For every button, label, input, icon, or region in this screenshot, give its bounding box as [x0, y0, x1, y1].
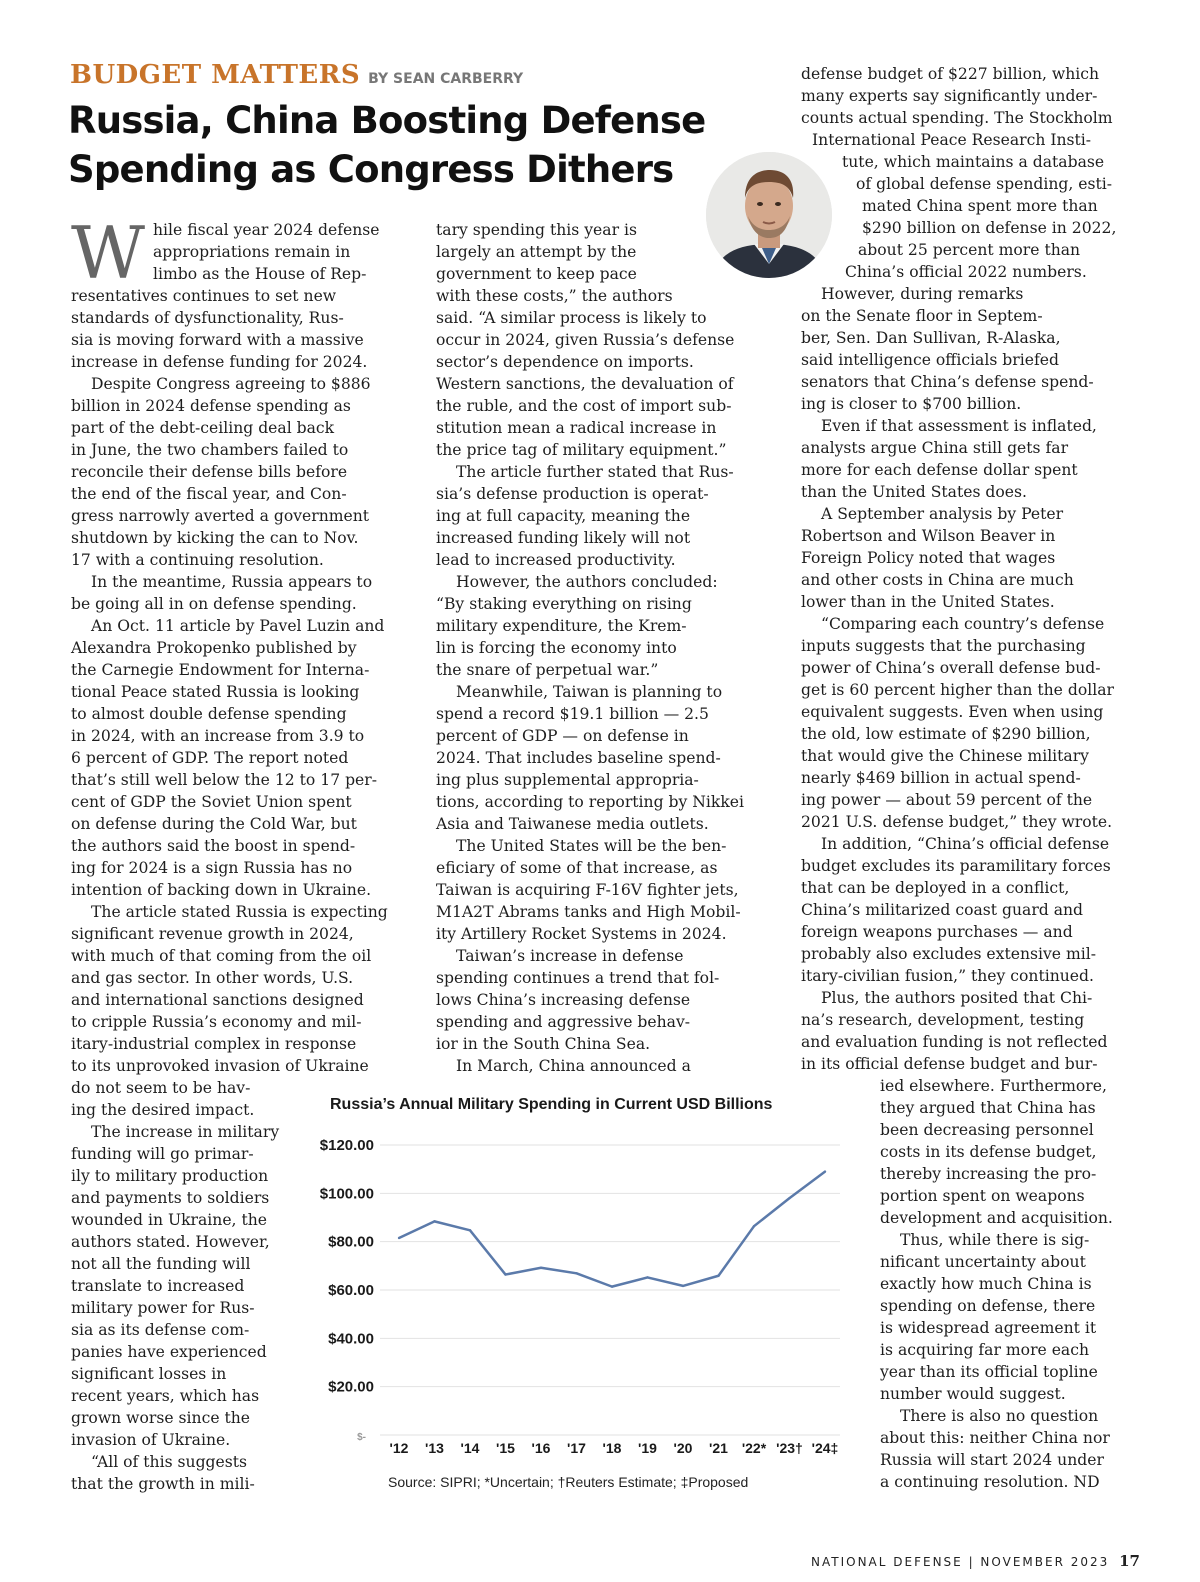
- article-line: itary-civilian fusion,” they continued.: [801, 967, 1094, 985]
- article-line: not all the funding will: [71, 1255, 251, 1273]
- article-line: significant revenue growth in 2024,: [71, 925, 354, 943]
- x-tick-label: '16: [531, 1440, 551, 1456]
- article-line: lower than in the United States.: [801, 593, 1055, 611]
- article-line: billion in 2024 defense spending as: [71, 397, 351, 415]
- article-line: resentatives continues to set new: [71, 287, 337, 305]
- article-line: stitution mean a radical increase in: [436, 419, 717, 437]
- article-line: the ruble, and the cost of import sub-: [436, 397, 732, 415]
- article-line: power of China’s overall defense bud-: [801, 659, 1101, 677]
- article-line: a continuing resolution. ND: [880, 1473, 1100, 1491]
- article-line: China’s militarized coast guard and: [801, 901, 1084, 919]
- x-tick-label: '13: [425, 1440, 444, 1456]
- article-line: number would suggest.: [880, 1385, 1066, 1403]
- article-line: In March, China announced a: [456, 1057, 691, 1075]
- article-line: wounded in Ukraine, the: [71, 1211, 268, 1229]
- article-line: defense budget of $227 billion, which: [801, 65, 1100, 83]
- article-line: The increase in military: [91, 1123, 280, 1141]
- article-line: and payments to soldiers: [71, 1189, 270, 1207]
- article-line: ber, Sen. Dan Sullivan, R-Alaska,: [801, 329, 1061, 347]
- article-line: in June, the two chambers failed to: [71, 441, 349, 459]
- article-line: do not seem to be hav-: [71, 1079, 251, 1097]
- article-line: with much of that coming from the oil: [71, 947, 372, 965]
- article-line: increase in defense funding for 2024.: [71, 353, 368, 371]
- article-line: Taiwan is acquiring F-16V fighter jets,: [436, 881, 739, 899]
- article-line: ior in the South China Sea.: [436, 1035, 651, 1053]
- article-line: mated China spent more than: [862, 197, 1098, 215]
- article-line: more for each defense dollar spent: [801, 461, 1078, 479]
- article-line: counts actual spending. The Stockholm: [801, 109, 1113, 127]
- article-line: Even if that assessment is inflated,: [821, 417, 1097, 435]
- article-line: Asia and Taiwanese media outlets.: [436, 815, 709, 833]
- article-line: na’s research, development, testing: [801, 1011, 1085, 1029]
- article-line: The article further stated that Rus-: [456, 463, 734, 481]
- article-line: ing is closer to $700 billion.: [801, 395, 1022, 413]
- article-line: reconcile their defense bills before: [71, 463, 348, 481]
- article-line: about this: neither China nor: [880, 1429, 1110, 1447]
- article-line: and gas sector. In other words, U.S.: [71, 969, 354, 987]
- article-line: military expenditure, the Krem-: [436, 617, 687, 635]
- article-line: is widespread agreement it: [880, 1319, 1097, 1337]
- series-line: [399, 1172, 825, 1287]
- article-line: Thus, while there is sig-: [900, 1231, 1090, 1249]
- article-line: funding will go primar-: [71, 1145, 254, 1163]
- data-point: [540, 1267, 542, 1269]
- article-line: Robertson and Wilson Beaver in: [801, 527, 1056, 545]
- x-tick-label: '17: [567, 1440, 586, 1456]
- article-line: of global defense spending, esti-: [856, 175, 1113, 193]
- russia-spending-chart: [300, 1090, 850, 1500]
- article-line: The United States will be the ben-: [456, 837, 727, 855]
- y-tick-label: $80.00: [328, 1233, 374, 1251]
- x-tick-label: '23†: [776, 1440, 803, 1456]
- y-tick-label: $120.00: [319, 1137, 374, 1154]
- article-line: itary-industrial complex in response: [71, 1035, 357, 1053]
- article-line: authors stated. However,: [71, 1233, 270, 1251]
- article-line: get is 60 percent higher than the dollar: [801, 681, 1114, 699]
- publication-info: NATIONAL DEFENSE | NOVEMBER 2023: [811, 1555, 1110, 1569]
- data-point: [504, 1273, 506, 1275]
- x-tick-label: '20: [673, 1440, 693, 1456]
- y-tick-label: $-: [357, 1432, 366, 1443]
- article-line: eficiary of some of that increase, as: [436, 859, 718, 877]
- article-line: than the United States does.: [801, 483, 1027, 501]
- article-line: tions, according to reporting by Nikkei: [436, 793, 745, 811]
- article-line: 2021 U.S. defense budget,” they wrote.: [801, 813, 1113, 831]
- article-line: costs in its defense budget,: [880, 1143, 1097, 1161]
- chart-source: Source: SIPRI; *Uncertain; †Reuters Estimate; ‡Proposed: [388, 1474, 749, 1490]
- page-number: 17: [1119, 1552, 1140, 1570]
- article-line: that would give the Chinese military: [801, 747, 1089, 765]
- article-line: the Carnegie Endowment for Interna-: [71, 661, 370, 679]
- article-line: on defense during the Cold War, but: [71, 815, 357, 833]
- article-line: and evaluation funding is not reflected: [801, 1033, 1108, 1051]
- article-line: equivalent suggests. Even when using: [801, 703, 1104, 721]
- article-line: sia is moving forward with a massive: [71, 331, 364, 349]
- article-line: and international sanctions designed: [71, 991, 364, 1009]
- article-line: spending and aggressive behav-: [436, 1013, 691, 1031]
- article-line: portion spent on weapons: [880, 1187, 1085, 1205]
- article-line: tute, which maintains a database: [842, 153, 1105, 171]
- article-line: Western sanctions, the devaluation of: [436, 375, 734, 393]
- article-line: occur in 2024, given Russia’s defense: [436, 331, 735, 349]
- article-line: tional Peace stated Russia is looking: [71, 683, 360, 701]
- data-point: [575, 1272, 577, 1274]
- data-point: [717, 1275, 719, 1277]
- article-line: to almost double defense spending: [71, 705, 347, 723]
- article-line: In the meantime, Russia appears to: [91, 573, 373, 591]
- article-line: about 25 percent more than: [858, 241, 1081, 259]
- article-line: lin is forcing the economy into: [436, 639, 677, 657]
- article-line: spending continues a trend that fol-: [436, 969, 720, 987]
- data-point: [788, 1197, 790, 1199]
- article-line: the price tag of military equipment.”: [436, 441, 727, 459]
- page-footer: [811, 1552, 1140, 1570]
- data-point: [433, 1220, 435, 1222]
- article-line: Taiwan’s increase in defense: [456, 947, 684, 965]
- article-line: sector’s dependence on imports.: [436, 353, 694, 371]
- byline: BY SEAN CARBERRY: [368, 71, 524, 87]
- article-line: part of the debt-ceiling deal back: [71, 419, 335, 437]
- article-line: to its unprovoked invasion of Ukraine: [71, 1057, 369, 1075]
- article-line: ing at full capacity, meaning the: [436, 507, 691, 525]
- article-line: ity Artillery Rocket Systems in 2024.: [436, 925, 727, 943]
- y-tick-label: $100.00: [319, 1185, 374, 1203]
- article-line: The article stated Russia is expecting: [91, 903, 388, 921]
- article-line: that can be deployed in a conflict,: [801, 879, 1070, 897]
- article-line: said intelligence officials briefed: [801, 351, 1059, 369]
- article-line: China’s official 2022 numbers.: [845, 263, 1087, 281]
- article-line: lead to increased productivity.: [436, 551, 676, 569]
- article-line: ied elsewhere. Furthermore,: [880, 1077, 1107, 1095]
- data-point: [824, 1170, 826, 1172]
- article-line: Despite Congress agreeing to $886: [91, 375, 371, 393]
- article-line: Russia will start 2024 under: [880, 1451, 1104, 1469]
- article-line: sia’s defense production is operat-: [436, 485, 709, 503]
- data-point: [611, 1285, 613, 1287]
- article-line: the old, low estimate of $290 billion,: [801, 725, 1091, 743]
- article-line: $290 billion on defense in 2022,: [862, 219, 1117, 237]
- article-line: However, during remarks: [821, 285, 1024, 303]
- article-line: they argued that China has: [880, 1099, 1096, 1117]
- article-line: There is also no question: [900, 1407, 1099, 1425]
- article-line: grown worse since the: [71, 1409, 251, 1427]
- article-line: exactly how much China is: [880, 1275, 1092, 1293]
- article-line: is acquiring far more each: [880, 1341, 1090, 1359]
- article-line: probably also excludes extensive mil-: [801, 945, 1097, 963]
- article-line: to cripple Russia’s economy and mil-: [71, 1013, 362, 1031]
- article-line: and other costs in China are much: [801, 571, 1074, 589]
- y-tick-label: $40.00: [328, 1330, 374, 1348]
- article-line: said. “A similar process is likely to: [436, 309, 707, 327]
- article-line: the authors said the boost in spend-: [71, 837, 356, 855]
- article-line: development and acquisition.: [880, 1209, 1113, 1227]
- article-line: limbo as the House of Rep-: [153, 265, 367, 283]
- x-tick-label: '24‡: [811, 1440, 839, 1456]
- article-line: Meanwhile, Taiwan is planning to: [456, 683, 723, 701]
- article-line: ing for 2024 is a sign Russia has no: [71, 859, 353, 877]
- article-line: analysts argue China still gets far: [801, 439, 1069, 457]
- article-line: “All of this suggests: [91, 1453, 248, 1471]
- article-line: be going all in on defense spending.: [71, 595, 357, 613]
- article-line: “Comparing each country’s defense: [821, 615, 1105, 633]
- article-line: budget excludes its paramilitary forces: [801, 857, 1111, 875]
- article-line: spending on defense, there: [880, 1297, 1096, 1315]
- article-line: nearly $469 billion in actual spend-: [801, 769, 1081, 787]
- x-tick-label: '19: [638, 1440, 657, 1456]
- chart-title: Russia’s Annual Military Spending in Current USD Billions: [330, 1096, 773, 1113]
- article-line: significant losses in: [71, 1365, 227, 1383]
- article-line: gress narrowly averted a government: [71, 507, 370, 525]
- article-line: been decreasing personnel: [880, 1121, 1094, 1139]
- article-line: appropriations remain in: [153, 243, 351, 261]
- x-tick-label: '22*: [741, 1440, 767, 1456]
- article-line: Foreign Policy noted that wages: [801, 549, 1056, 567]
- article-line: government to keep pace: [436, 265, 637, 283]
- section-title: BUDGET MATTERS: [70, 60, 361, 90]
- article-line: “By staking everything on rising: [436, 595, 692, 613]
- article-line: intention of backing down in Ukraine.: [71, 881, 372, 899]
- y-tick-label: $20.00: [328, 1378, 374, 1396]
- data-point: [753, 1225, 755, 1227]
- article-line: ing power — about 59 percent of the: [801, 791, 1093, 809]
- x-tick-label: '21: [709, 1440, 728, 1456]
- article-line: International Peace Research Insti-: [812, 131, 1092, 149]
- y-tick-label: $60.00: [328, 1282, 374, 1299]
- headline: Russia, China Boosting Defense Spending as Congress Dithers: [68, 99, 706, 191]
- article-line: lows China’s increasing defense: [436, 991, 691, 1009]
- article-line: in its official defense budget and bur-: [801, 1055, 1098, 1073]
- article-line: ily to military production: [71, 1167, 269, 1185]
- article-line: largely an attempt by the: [436, 243, 637, 261]
- article-line: recent years, which has: [71, 1387, 260, 1405]
- x-tick-label: '18: [602, 1440, 622, 1456]
- x-tick-label: '12: [389, 1440, 409, 1456]
- drop-cap: W: [71, 211, 146, 295]
- article-line: military power for Rus-: [71, 1299, 255, 1317]
- article-line: A September analysis by Peter: [821, 505, 1064, 523]
- article-line: 17 with a continuing resolution.: [71, 551, 324, 569]
- data-point: [646, 1276, 648, 1278]
- article-line: senators that China’s defense spend-: [801, 373, 1094, 391]
- article-line: ing the desired impact.: [71, 1101, 255, 1119]
- article-line: 6 percent of GDP. The report noted: [71, 749, 349, 767]
- article-line: spend a record $19.1 billion — 2.5: [436, 705, 709, 723]
- article-line: sia as its defense com-: [71, 1321, 250, 1339]
- article-line: that the growth in mili-: [71, 1475, 255, 1493]
- article-line: foreign weapons purchases — and: [801, 923, 1073, 941]
- article-line: tary spending this year is: [436, 221, 637, 239]
- article-line: standards of dysfunctionality, Rus-: [71, 309, 344, 327]
- article-line: ing plus supplemental appropria-: [436, 771, 699, 789]
- article-line: with these costs,” the authors: [436, 287, 673, 305]
- article-line: on the Senate floor in Septem-: [801, 307, 1043, 325]
- x-tick-label: '15: [496, 1440, 515, 1456]
- chart-plot: [300, 1090, 850, 1470]
- article-line: in 2024, with an increase from 3.9 to: [71, 727, 365, 745]
- article-line: shutdown by kicking the can to Nov.: [71, 529, 359, 547]
- article-line: panies have experienced: [71, 1343, 267, 1361]
- article-line: Alexandra Prokopenko published by: [71, 639, 357, 657]
- data-point: [682, 1285, 684, 1287]
- data-point: [469, 1229, 471, 1231]
- article-line: the snare of perpetual war.”: [436, 661, 659, 679]
- article-line: cent of GDP the Soviet Union spent: [71, 793, 352, 811]
- article-line: hile fiscal year 2024 defense: [153, 221, 380, 239]
- article-line: many experts say significantly under-: [801, 87, 1098, 105]
- article-line: inputs suggests that the purchasing: [801, 637, 1086, 655]
- article-line: invasion of Ukraine.: [71, 1431, 231, 1449]
- article-line: Plus, the authors posited that Chi-: [821, 989, 1093, 1007]
- article-line: translate to increased: [71, 1277, 245, 1295]
- article-line: 2024. That includes baseline spend-: [436, 749, 721, 767]
- article-line: thereby increasing the pro-: [880, 1165, 1097, 1183]
- article-line: nificant uncertainty about: [880, 1253, 1086, 1271]
- x-tick-label: '14: [460, 1440, 480, 1456]
- article-line: year than its official topline: [880, 1363, 1098, 1381]
- article-line: percent of GDP — on defense in: [436, 727, 689, 745]
- data-point: [398, 1237, 400, 1239]
- article-line: increased funding likely will not: [436, 529, 691, 547]
- article-line: M1A2T Abrams tanks and High Mobil-: [436, 903, 741, 921]
- article-line: However, the authors concluded:: [456, 573, 718, 591]
- article-line: In addition, “China’s official defense: [821, 835, 1110, 853]
- article-line: that’s still well below the 12 to 17 per-: [71, 771, 378, 789]
- article-line: the end of the fiscal year, and Con-: [71, 485, 347, 503]
- article-line: An Oct. 11 article by Pavel Luzin and: [91, 617, 385, 635]
